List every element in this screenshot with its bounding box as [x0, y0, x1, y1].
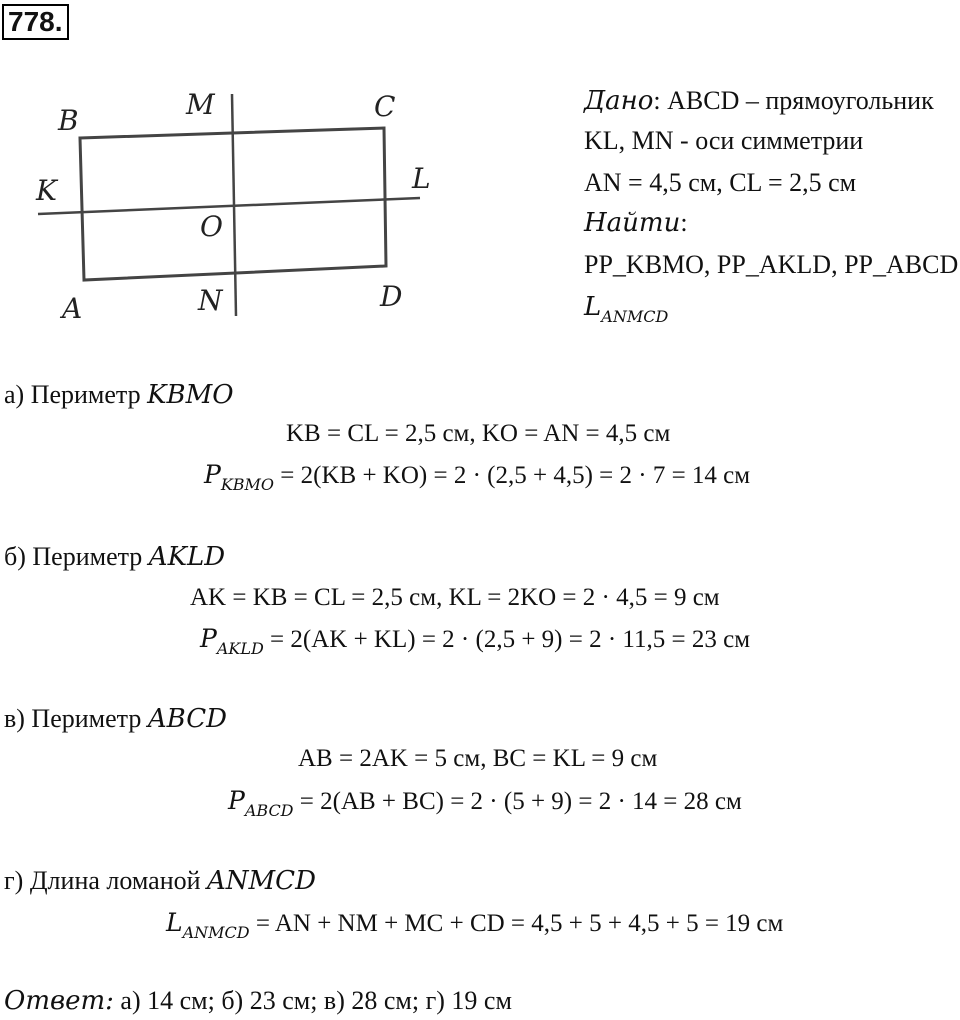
section-a-line-2: $P_{KBMO} = 2(KB + KO) = 2 \cdot (2,5 + 4,5) = 2 \cdot 7 = 14$ см	[204, 460, 751, 494]
section-d-line-1: $L_{ANMCD}$ = AN + NM + MC + CD = 4,5 + 5 + 4,5 + 5 = 19 см	[166, 908, 784, 942]
label-c: C	[374, 90, 396, 123]
rectangle-figure	[28, 88, 468, 328]
label-l: L	[412, 162, 431, 195]
section-b-line-2: $P_{AKLD} = 2(AK + KL) = 2 \cdot (2,5 + 9) = 2 \cdot 11,5 = 23$ см	[200, 624, 751, 658]
section-b-line-1: AK = KB = CL = 2,5 см, KL = 2KO = 2 · 4,5 = 9 см	[190, 584, 720, 611]
section-c-line-2: $P_{ABCD} = 2(AB + BC) = 2 \cdot (5 + 9) = 2 \cdot 14 = 28$ см	[228, 786, 742, 820]
section-a-line-1: KB = CL = 2,5 см, KO = AN = 4,5 см	[286, 420, 671, 447]
label-k: K	[36, 174, 57, 207]
label-n: N	[198, 284, 223, 317]
axis-kl	[38, 198, 420, 214]
given-line-2: KL, MN - оси симметрии	[584, 126, 864, 155]
answer-text: а) 14 см; б) 23 см; в) 28 см; г) 19 см	[113, 986, 512, 1015]
given-line-1: Дано: ABCD – прямоугольник	[584, 86, 934, 116]
find-label: Найти:	[584, 208, 688, 238]
problem-number: 778.	[2, 4, 69, 40]
answer-label: Ответ:	[4, 986, 114, 1016]
section-c-line-1: AB = 2AK = 5 см, BC = KL = 9 см	[298, 745, 658, 772]
answer-line	[4, 986, 512, 1016]
section-c-title: в) Периметр ABCD	[4, 704, 227, 734]
label-b: B	[58, 104, 79, 137]
label-o: O	[200, 210, 223, 243]
given-line-3: AN = 4,5 см, CL = 2,5 см	[584, 168, 857, 197]
find-length: $L_{ANMCD}$	[584, 292, 669, 326]
find-items: PP_KBMO, PP_AKLD, PP_ABCD	[584, 250, 959, 279]
section-b-title: б) Периметр AKLD	[4, 542, 226, 572]
label-d: D	[380, 280, 403, 313]
section-a-title: а) Периметр KBMO	[4, 380, 234, 410]
label-m: M	[186, 88, 215, 121]
label-a: A	[62, 292, 83, 325]
section-d-title: г) Длина ломаной ANMCD	[4, 866, 316, 896]
